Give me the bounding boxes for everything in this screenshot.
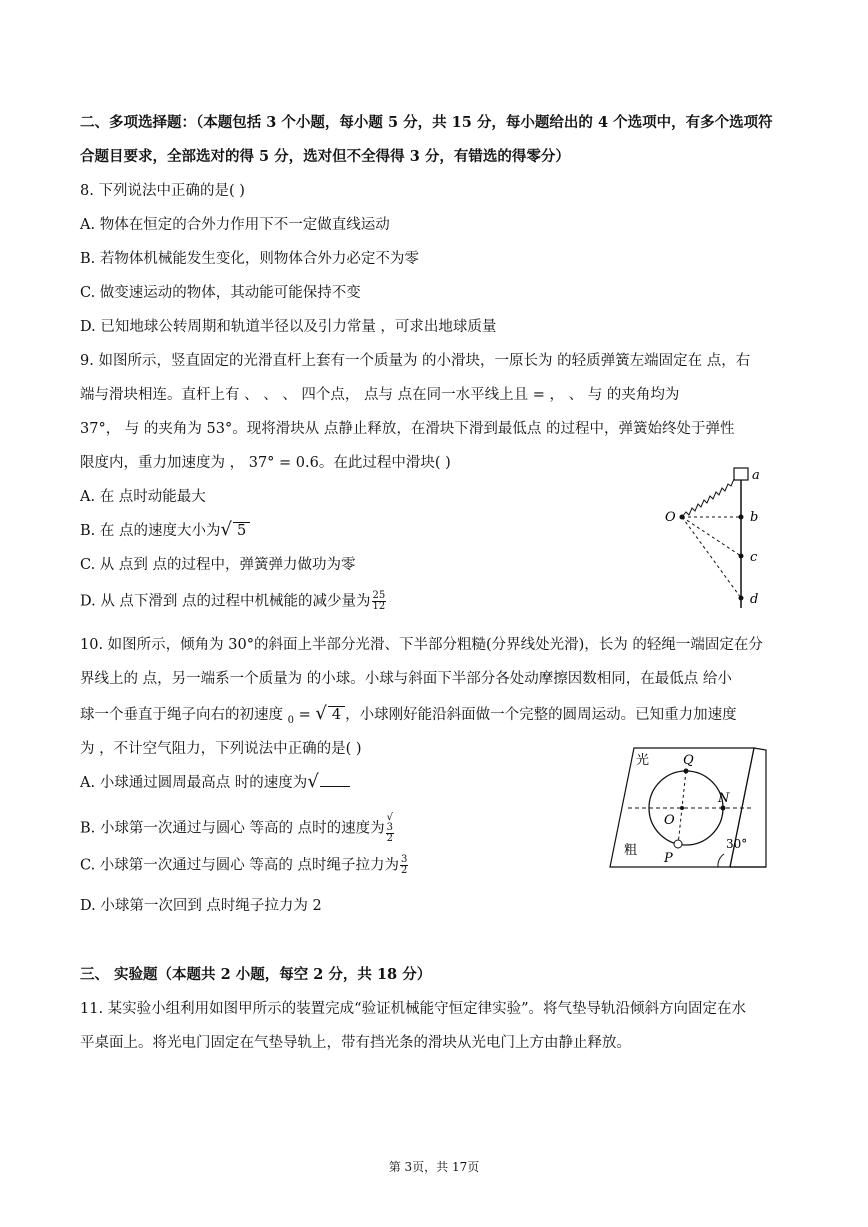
q9-line4: 限度内，重力加速度为 ， 37° = 0.6。在此过程中滑块( ) xyxy=(80,455,451,471)
q8-option-b: B. 若物体机械能发生变化，则物体合外力必定不为零 xyxy=(80,251,419,267)
q10-ball xyxy=(674,840,682,848)
q10-line1: 10. 如图所示，倾角为 30°的斜面上半部分光滑、下半部分粗糙(分界线处光滑)，长为 的轻绳一端固定在分 xyxy=(80,637,763,653)
q10-line3-eq: = xyxy=(293,707,316,723)
q10-line3-subscript: 0 xyxy=(287,715,294,726)
section2-heading-line2: 合题目要求，全部选对的得 5 分，选对但不全得得 3 分，有错选的得零分） xyxy=(80,148,570,165)
q9-slider-block xyxy=(734,468,748,480)
q9-option-d xyxy=(80,591,387,612)
q8-stem: 8. 下列说法中正确的是( ) xyxy=(80,183,245,199)
q9-label-c: c xyxy=(750,550,758,565)
q9-option-c: C. 从 点到 点的过程中，弹簧弹力做功为零 xyxy=(80,557,356,573)
q9-dashed-od xyxy=(682,517,741,598)
q10-point-q xyxy=(684,769,689,774)
q10-label-o: O xyxy=(664,813,675,828)
q10-option-a-sqrt xyxy=(320,786,350,787)
q10-option-c-text: C. 小球第一次通过与圆心 等高的 点时绳子拉力为 xyxy=(80,857,400,874)
q10-line3 xyxy=(80,705,737,727)
q9-option-a: A. 在 点时动能最大 xyxy=(80,489,206,505)
q9-point-c xyxy=(739,554,744,559)
q9-label-a: a xyxy=(752,468,760,483)
q9-option-d-fraction: $\frac{25}{12}$ xyxy=(372,590,386,612)
q10-label-p: P xyxy=(664,851,673,866)
q9-point-d xyxy=(739,596,744,601)
q10-point-n xyxy=(721,806,726,811)
q10-label-angle: 30° xyxy=(726,837,748,851)
q8-option-a: A. 物体在恒定的合外力作用下不一定做直线运动 xyxy=(80,217,390,233)
q9-option-d-text: D. 从 点下滑到 点的过程中机械能的减少量为 xyxy=(80,593,371,610)
q10-label-smooth: 光 xyxy=(636,753,650,768)
q9-option-b-text: B. 在 点的速度大小为 xyxy=(80,523,221,539)
sqrt-symbol: √ xyxy=(307,771,319,792)
q9-dashed-oc xyxy=(682,517,741,556)
q10-figure xyxy=(606,744,776,872)
q10-option-d: D. 小球第一次回到 点时绳子拉力为 2 xyxy=(80,898,322,914)
q10-label-n: N xyxy=(718,791,730,806)
q9-line2: 端与滑块相连。直杆上有 、 、 、 四个点， 点与 点在同一水平线上且 = ， 、 与 的夹角均为 xyxy=(80,387,680,403)
q10-angle-arc xyxy=(718,854,724,867)
q10-label-rough: 粗 xyxy=(624,843,638,858)
q10-line2: 界线上的 点，另一端系一个质量为 的小球。小球与斜面下半部分各处动摩擦因数相同，在最低点 给小 xyxy=(80,671,732,687)
q9-label-o: O xyxy=(665,510,676,525)
q9-figure xyxy=(660,462,770,614)
q11-line1: 11. 某实验小组利用如图甲所示的装置完成“验证机械能守恒定律实验”。将气垫导轨沿倾斜方向固定在水 xyxy=(80,1001,746,1017)
q10-line4: 为 ，不计空气阻力，下列说法中正确的是( ) xyxy=(80,741,362,757)
q9-line3: 37°， 与 的夹角为 53°。现将滑块从 点静止释放，在滑块下滑到最低点 的过程中，弹簧始终处于弹性 xyxy=(80,421,735,437)
q10-label-q: Q xyxy=(683,753,694,768)
q9-point-b xyxy=(739,515,744,520)
q10-option-a-text: A. 小球通过圆周最高点 时的速度为 xyxy=(80,775,308,791)
page-footer: 第 3页，共 17页 xyxy=(388,1160,480,1174)
q10-option-b xyxy=(80,813,395,844)
q10-option-b-fraction: √ 3 2 xyxy=(386,812,393,844)
section3-heading: 三、 实验题（本题共 2 小题，每空 2 分，共 18 分） xyxy=(80,966,432,983)
q9-option-b-sqrt: 5 xyxy=(233,522,250,539)
q9-line1: 9. 如图所示，竖直固定的光滑直杆上套有一个质量为 的小滑块，一原长为 的轻质弹簧左端固定在 点，右 xyxy=(80,353,751,369)
section2-heading-line1: 二、多项选择题：（本题包括 3 个小题，每小题 5 分，共 15 分，每小题给出的 4 个选项中，有多个选项符 xyxy=(80,114,773,131)
q11-line2: 平桌面上。将光电门固定在气垫导轨上，带有挡光条的滑块从光电门上方由静止释放。 xyxy=(80,1035,631,1051)
sqrt-symbol: √ xyxy=(220,519,232,540)
q10-option-c xyxy=(80,855,409,876)
q10-line3-post: ，小球刚好能沿斜面做一个完整的圆周运动。已知重力加速度 xyxy=(345,707,737,723)
sqrt-symbol: √ xyxy=(315,703,327,724)
q10-point-o xyxy=(680,806,684,810)
q8-option-d: D. 已知地球公转周期和轨道半径以及引力常量 ，可求出地球质量 xyxy=(80,319,497,335)
q9-option-b xyxy=(80,521,250,541)
q10-option-b-text: B. 小球第一次通过与圆心 等高的 点时的速度为 xyxy=(80,820,385,837)
q9-point-o xyxy=(680,515,685,520)
q9-spring xyxy=(682,479,734,517)
q10-line3-pre: 球一个垂直于绳子向右的初速度 xyxy=(80,707,288,723)
q10-option-a xyxy=(80,773,350,793)
q9-label-b: b xyxy=(750,510,759,525)
q10-option-c-fraction: $\frac{3}{2}$ xyxy=(401,854,408,876)
q9-label-d: d xyxy=(750,592,759,607)
q10-line3-sqrt: 4 xyxy=(328,706,345,723)
q8-option-c: C. 做变速运动的物体，其动能可能保持不变 xyxy=(80,285,361,301)
